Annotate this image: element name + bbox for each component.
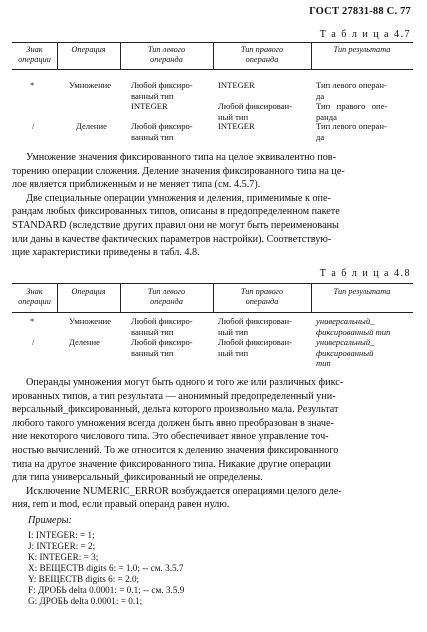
cell-operation: Умножение xyxy=(69,316,112,326)
cell-left-operand: Любой фиксиро- ванный тип INTEGER xyxy=(131,80,193,111)
header-right-operand: Тип правого операнда xyxy=(240,45,284,64)
table-caption: Т а б л и ц а 4.8 xyxy=(319,268,411,279)
cell-operation: Деление xyxy=(69,337,100,347)
header-right-operand: Тип правого операнда xyxy=(240,287,284,306)
header-left-operand: Тип левого операнда xyxy=(147,45,186,64)
cell-sign: / xyxy=(32,121,35,131)
page-header: ГОСТ 27831-88 С. 77 xyxy=(309,6,411,17)
code-line: F: ДРОБЬ delta 0.0001: = 0.1; -- см. 3.5.9 xyxy=(28,585,185,595)
code-line: I: INTEGER: = 1; xyxy=(28,530,95,540)
header-operation: Операция xyxy=(71,287,106,296)
body-paragraph: Операнды умножения могут быть одного и того же или различных фикс- ированных типов, а тип результата — анонимный предопределенный уни- версальный_фиксированный, дельта которого произвольно мала. Результат любого такого умножения всегда должен быть явно преобразован в значе- ние некоторого числового типа. Это обеспечивает явное управление точ- ностью вычислений. То же относится к делению значения фиксированного типа на другое значение фиксированного типа. Никакие другие операции для типа универсальный_фиксированный не определены. Исключение NUMERIC_ERROR возбуждается операциями целого деле- ния, rem и mod, если правый операнд равен нулю. xyxy=(12,377,344,511)
cell-sign: * xyxy=(30,316,35,326)
cell-operation: Деление xyxy=(76,121,107,131)
code-line: J: INTEGER: = 2; xyxy=(28,541,96,551)
cell-left-operand: Любой фиксиро- ванный тип xyxy=(131,337,193,358)
cell-sign: / xyxy=(32,337,35,347)
code-examples xyxy=(28,530,184,607)
code-line: G: ДРОБЬ delta 0.0001: = 0.1; xyxy=(28,596,143,606)
header-left-operand: Тип левого операнда xyxy=(147,287,186,306)
header-result: Тип результата xyxy=(333,45,391,54)
cell-right-operand: INTEGER Любой фиксирован- ный тип xyxy=(218,80,293,122)
cell-sign: * xyxy=(30,80,35,90)
cell-result: Тип левого операн- да Тип правого опе- ранда xyxy=(316,80,388,122)
cell-result: универсальный_ фиксированный тип xyxy=(316,337,375,368)
table-header-rule xyxy=(12,312,413,313)
header-result: Тип результата xyxy=(333,287,391,296)
cell-right-operand: Любой фиксирован- ный тип xyxy=(218,316,293,337)
code-line: K: INTEGER: = 3; xyxy=(28,552,99,562)
header-sign: Знак операции xyxy=(18,45,51,64)
cell-result: универсальный_ фиксированный тип xyxy=(316,316,391,337)
cell-operation: Умножение xyxy=(69,80,112,90)
code-line: Y: ВЕЩЕСТВ digits 6: = 2.0; xyxy=(28,574,140,584)
code-line: X: ВЕЩЕСТВ digits 6: = 1.0; -- см. 3.5.7 xyxy=(28,563,184,573)
body-paragraph: Умножение значения фиксированного типа на целое эквивалентно пов- торению операции сложения. Деление значения фиксированного типа на це- лое является приближенным и не меняет типа (см. 4.5.7). Две специальные операции умножения и деления, применимые к опе- рандам любых фиксированных типов, описаны в предопределенном пакете STANDARD (вследствие других правил они не могут быть переименованы или даны в качестве фактических параметров настройки). Соответствую- щие характеристики приведены в табл. 4.8. xyxy=(12,152,345,259)
cell-result: Тип левого операн- да xyxy=(316,121,387,142)
cell-right-operand: INTEGER xyxy=(218,121,255,131)
header-operation: Операция xyxy=(71,45,106,54)
cell-right-operand: Любой фиксирован- ный тип xyxy=(218,337,293,358)
cell-left-operand: Любой фиксиро- ванный тип xyxy=(131,121,193,142)
header-sign: Знак операции xyxy=(18,287,51,306)
table-caption: Т а б л и ц а 4.7 xyxy=(319,29,411,40)
cell-left-operand: Любой фиксиро- ванный тип xyxy=(131,316,193,337)
examples-title: Примеры: xyxy=(28,515,72,526)
table-header-rule xyxy=(12,69,413,70)
